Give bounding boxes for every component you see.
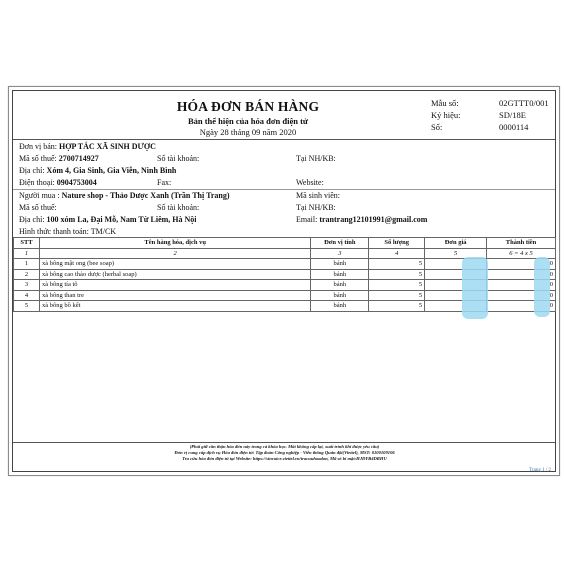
invoice-title: HÓA ĐƠN BÁN HÀNG [176, 99, 320, 114]
redaction-mark [462, 257, 488, 319]
seller-unit: HỢP TÁC XÃ SINH DƯỢC [59, 142, 156, 151]
seller-phone-label: Điện thoại: [19, 178, 55, 187]
page-number: Trang 1 / 2 [529, 468, 551, 473]
so-label: Số: [431, 122, 443, 132]
seller-section [19, 142, 156, 151]
row-stt: 5 [14, 301, 40, 312]
row-total: 0 [487, 301, 556, 312]
seller-account-label: Số tài khoản: [157, 154, 200, 163]
footer-note: (Phải giữ cần thận hóa đơn này trong cá khóa học. Mất không cấp lại, xuất trình khi được yêu cầu) [189, 444, 380, 449]
seller-tax: 2700714927 [58, 154, 99, 163]
seller-tax-row [19, 154, 99, 163]
buyer-account-label: Số tài khoản: [157, 203, 200, 212]
seller-address-label: Địa chỉ: [19, 166, 45, 175]
row-unit: bánh [311, 290, 369, 301]
seller-phone-row [19, 178, 97, 187]
header-unit: Đơn vị tính [311, 238, 369, 249]
buyer-payment-label: Hình thức thanh toán: [19, 227, 89, 236]
buyer-payment: TM/CK [90, 227, 117, 236]
buyer-tax-label: Mã số thuế: [19, 203, 57, 212]
invoice-sheet [8, 86, 560, 476]
buyer-bank-label: Tại NH/KB: [296, 203, 336, 212]
invoice-border [12, 90, 556, 472]
col-number: 4 [369, 248, 425, 259]
row-unit: bánh [311, 301, 369, 312]
buyer-name-label: Người mua : [19, 191, 60, 200]
col-number: 3 [311, 248, 369, 259]
header-price: Đơn giá [425, 238, 487, 249]
row-qty: 5 [369, 259, 425, 270]
mau-so-value: 02GTTT0/001 [499, 98, 549, 108]
seller-phone: 0904753004 [56, 178, 97, 187]
header-qty: Số lượng [369, 238, 425, 249]
header-total: Thành tiền [487, 238, 556, 249]
col-number: 2 [39, 248, 310, 259]
ky-hieu-value: SD/18E [499, 110, 526, 120]
col-number: 1 [14, 248, 40, 259]
seller-tax-label: Mã số thuế: [19, 154, 57, 163]
row-qty: 5 [369, 280, 425, 291]
row-qty: 5 [369, 301, 425, 312]
row-stt: 2 [14, 269, 40, 280]
seller-bank-label: Tại NH/KB: [296, 154, 336, 163]
buyer-payment-row [19, 227, 116, 236]
row-name: xà bông bồ kết [39, 301, 310, 312]
row-qty: 5 [369, 290, 425, 301]
row-total: 0 [487, 259, 556, 270]
header-stt: STT [14, 238, 40, 249]
row-stt: 4 [14, 290, 40, 301]
table-header-row [14, 238, 556, 249]
buyer-email-label: Email: [296, 215, 318, 224]
row-qty: 5 [369, 269, 425, 280]
redaction-mark [534, 257, 550, 317]
row-stt: 3 [14, 280, 40, 291]
row-total: 0 [487, 280, 556, 291]
invoice-date: Ngày 28 tháng 09 năm 2020 [199, 127, 297, 137]
buyer-name: Nature shop - Thảo Dược Xanh (Trần Thị Trang) [61, 191, 230, 200]
seller-fax-label: Fax: [157, 178, 172, 187]
row-unit: bánh [311, 269, 369, 280]
seller-unit-label: Đơn vị bán: [19, 142, 58, 151]
buyer-name-row [19, 191, 230, 200]
buyer-address-label: Địa chỉ: [19, 215, 45, 224]
buyer-address: 100 xóm La, Đại Mỗ, Nam Từ Liêm, Hà Nội [46, 215, 197, 224]
row-total: 0 [487, 290, 556, 301]
footer-provider: Đơn vị cung cấp dịch vụ Hóa đơn điện tử: Tập đoàn Công nghiệp - Viễn thông Quân đội(Viettel), MST: 0100109106 [174, 450, 395, 455]
row-name: xà bông tía tô [39, 280, 310, 291]
header-name: Tên hàng hóa, dịch vụ [39, 238, 310, 249]
buyer-email: trantrang12101991@gmail.com [319, 215, 428, 224]
row-unit: bánh [311, 280, 369, 291]
row-name: xà bông cao thảo dược (herbal soap) [39, 269, 310, 280]
col-number: 6 = 4 x 5 [487, 248, 556, 259]
row-name: xà bông mật ong (bee soap) [39, 259, 310, 270]
divider [13, 139, 555, 140]
buyer-email-row [296, 215, 427, 224]
row-name: xà bông than tre [39, 290, 310, 301]
seller-website-label: Website: [296, 178, 324, 187]
row-stt: 1 [14, 259, 40, 270]
so-value: 0000114 [499, 122, 529, 132]
row-total: 0 [487, 269, 556, 280]
buyer-student-label: Mã sinh viên: [296, 191, 340, 200]
buyer-address-row [19, 215, 197, 224]
row-unit: bánh [311, 259, 369, 270]
seller-address: Xóm 4, Gia Sinh, Gia Viễn, Ninh Bình [46, 166, 177, 175]
col-number: 5 [425, 248, 487, 259]
ky-hieu-label: Ký hiệu: [431, 110, 461, 120]
divider [13, 189, 555, 190]
divider [13, 442, 555, 443]
seller-address-row [19, 166, 176, 175]
footer-lookup: Tra cứu hóa đơn điện tử tại Website: https://sinvoice.viettel.vn/tracuuhoadon, Mã số bí mật:HJDYB4DRHU [182, 456, 387, 461]
mau-so-label: Mẫu số: [431, 98, 459, 108]
invoice-subtitle: Bản thể hiện của hóa đơn điện tử [187, 116, 309, 126]
